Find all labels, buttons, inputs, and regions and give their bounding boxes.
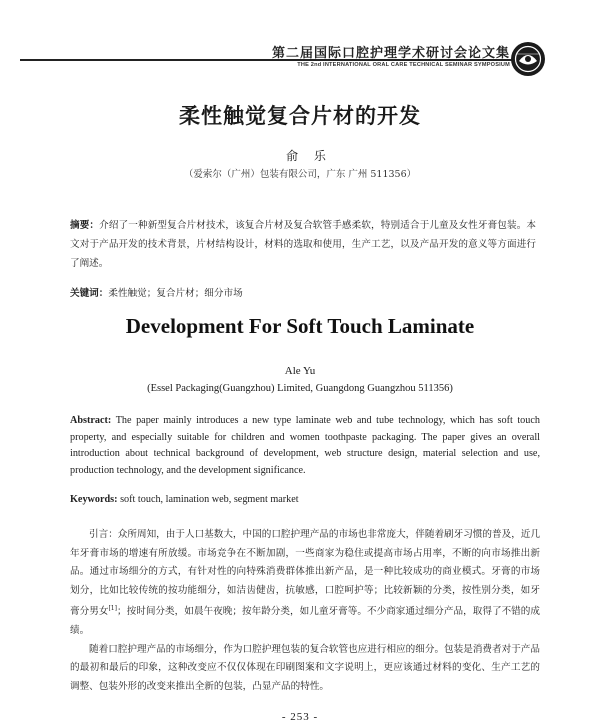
abstract-cn (70, 216, 536, 273)
author-cn: 俞 乐 (286, 149, 332, 163)
citation-ref: [1] (108, 605, 117, 613)
abstract-label-en: Abstract: (70, 415, 112, 426)
paper-title-cn: 柔性触觉复合片材的开发 (179, 103, 421, 128)
page-number: - 253 - (281, 711, 319, 723)
keywords-label-en: Keywords: (70, 494, 118, 505)
keywords-label-cn: 关键词： (70, 288, 109, 299)
abstract-text-cn: 介绍了一种新型复合片材技术，该复合片材及复合软管手感柔软，特别适合于儿童及女性牙膏包装。本文对于产品开发的技术背景，片材结构设计，材料的选取和使用，生产工艺，以及产品开发的意义等方面进行了阐述。 (70, 220, 537, 269)
keywords-text-en: soft touch, lamination web, segment market (120, 494, 299, 505)
journal-title-cn: 第二届国际口腔护理学术研讨会论文集 (271, 46, 510, 61)
body-paragraph-intro-text: 引言：众所周知，由于人口基数大，中国的口腔护理产品的市场也非常庞大，伴随着刷牙习惯的普及，近几年牙膏市场的增速有所放缓。市场竞争在不断加剧，一些商家为稳住或提高市场占用率，不断的向市场推出新品。通过市场细分的方式，有针对性的向特殊消费群体推出新产品，是一种比较成功的商业模式。牙膏的市场划分，比如比较传统的按功能细分，如洁齿健齿，抗敏感，口腔呵护等；比较新颖的分类，按性别分类，如牙膏分男女 (70, 529, 540, 618)
header-rule (20, 59, 512, 61)
affiliation-cn: （爱索尔（广州）包装有限公司，广东 广州 511356） (183, 169, 417, 180)
keywords-cn (70, 285, 536, 299)
abstract-en (70, 413, 540, 479)
affiliation-en: (Essel Packaging(Guangzhou) Limited, Guangdong Guangzhou 511356) (147, 383, 453, 394)
body-text (70, 526, 540, 697)
symposium-logo-icon (510, 41, 546, 77)
paper-title-en: Development For Soft Touch Laminate (125, 314, 475, 338)
body-paragraph-intro (70, 526, 540, 641)
keywords-text-cn: 柔性触觉；复合片材；细分市场 (108, 288, 243, 299)
keywords-en (70, 494, 540, 505)
body-paragraph-2: 随着口腔护理产品的市场细分，作为口腔护理包装的复合软管也应进行相应的细分。包装是消费者对于产品的最初和最后的印象，这种改变应不仅仅体现在印刷图案和文字说明上，更应该通过材料的变化、生产工艺的调整、包装外形的改变来推出全新的包装，凸显产品的特性。 (70, 643, 540, 692)
abstract-text-en: The paper mainly introduces a new type laminate web and tube technology, which has soft touch property, and especially suitable for children and women toothpaste packaging. The paper gives an overall introduction about technical background of development, web structure design, material selection and use, production technology, and the development significance. (70, 415, 540, 476)
abstract-label-cn: 摘要： (70, 220, 100, 231)
body-paragraph-intro-tail: ；按时间分类，如晨午夜晚；按年龄分类，如儿童牙膏等。不少商家通过细分产品，取得了不错的成绩。 (70, 606, 541, 637)
journal-title-en: THE 2nd INTERNATIONAL ORAL CARE TECHNICAL SEMINAR SYMPOSIUM (297, 62, 510, 68)
author-en: Ale Yu (284, 365, 316, 377)
